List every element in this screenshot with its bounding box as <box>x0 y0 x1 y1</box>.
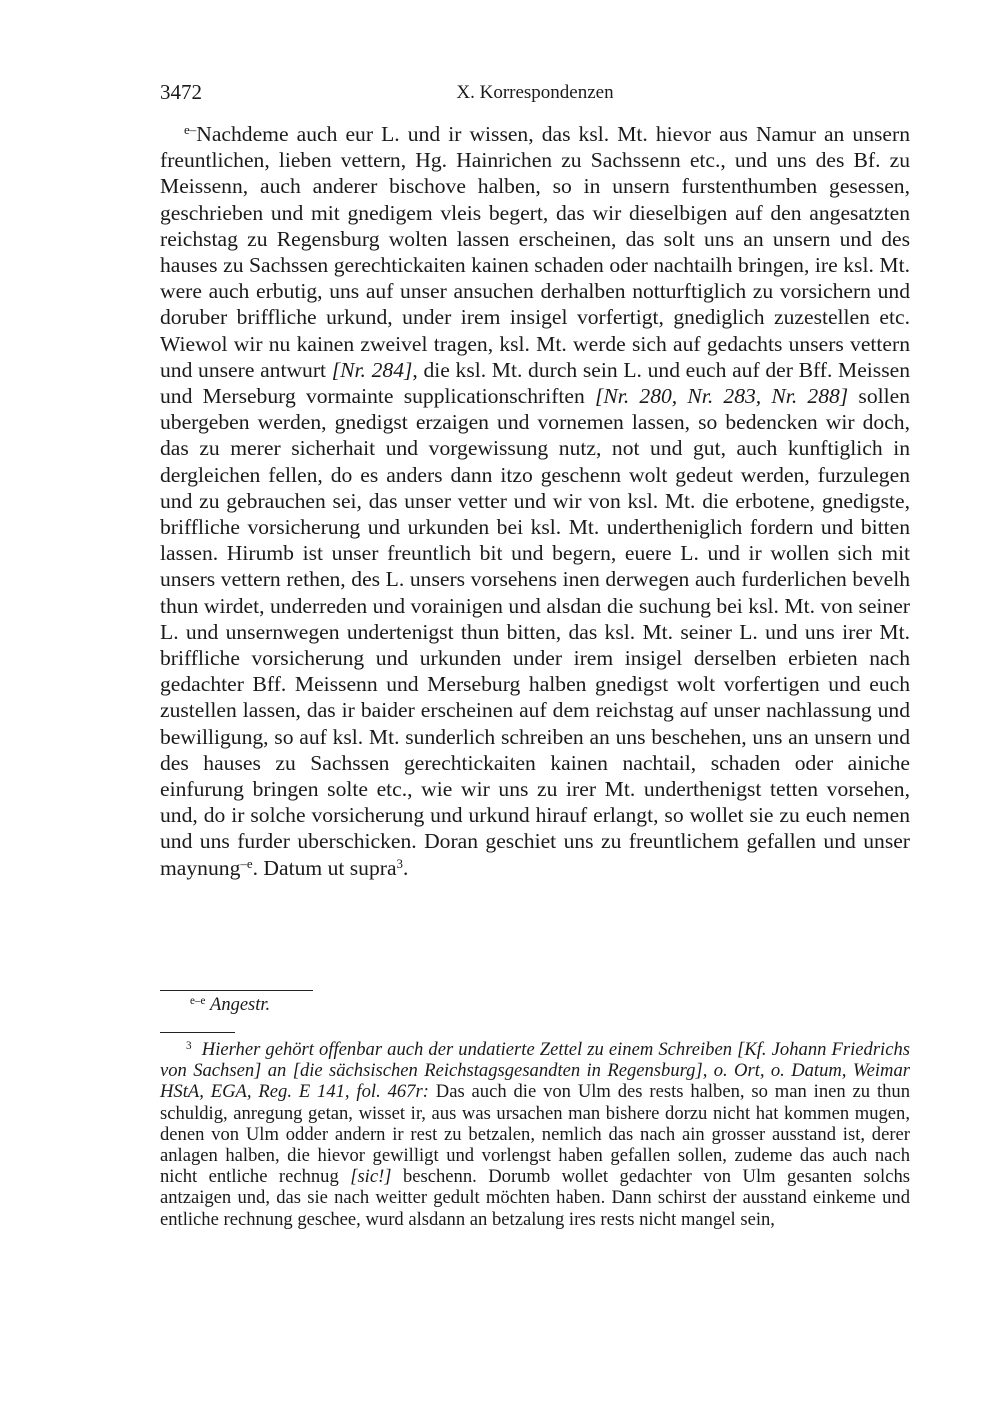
footnote-text: Das auch die von Ulm des rests halben, so man inen zu thun schuldig, anregung getan, wisset ir, aus was ursachen man bishere dorzu nicht hat kommen mugen, denen von Ulm odder andern ir rest zu betzalen, nemlich das nach ain grosser ausstand ist, derer anlagen halben, die hievor gewilligt und vorlengst haben gefallen sollen, zudeme das auch nach nicht entliche rechnug <box>160 1081 910 1188</box>
apparatus-note <box>160 994 910 1016</box>
running-title: X. Korrespondenzen <box>456 82 614 103</box>
apparatus-mark-close: –e <box>240 855 253 871</box>
page-number: 3472 <box>160 80 202 104</box>
letter-paragraph <box>160 121 910 881</box>
text-segment: sollen ubergeben werden, gnedigst erzaigen und vornemen lassen, so bedencken wir doch, das zu merer sicherhait und vorgewissung nutz, not und gut, auch kunftiglich in dergleichen fellen, do es anders dann itzo geschenn wolt gedeut werden, furzulegen und zu gebrauchen sei, das unser vetter und wir von ksl. Mt. die erbotene, gnedigste, briffliche vorsicherung und urkunden bei ksl. Mt. undertheniglich fordern und bitten lassen. Hirumb ist unser freuntlich bit und begern, euere L. und ir wollen sich mit unsers vettern rethen, des L. unsers vorsehens inen derwegen auch furderlichen bevelh thun wirdet, underreden und vorainigen und alsdan die suchung bei ksl. Mt. von seiner L. und unsernwegen undertenigst thun bitten, das ksl. Mt. seiner L. und uns irer Mt. briffliche vorsicherung und urkunden under irem insigel derselben erbieten nach gedachter Bff. Meissenn und Merseburg halben gnedigst wolt vorfertigen und euch zustellen lassen, das ir baider erscheinen auf dem reichstag auf unser nachlassung und bewilligung, so auf ksl. Mt. sunderlich schreiben an uns beschehen, uns an unsern und des hauses zu Sachssen gerechtickaiten kainen nachtail, schaden oder ainiche einfurung bringen solte etc., wie wir uns zu irer Mt. underthenigst tetten vorsehen, und, do ir solche vorsicherung und urkund hirauf erlangt, so wollet sie zu euch nemen und uns furder uberschicken. Doran geschiet uns zu freuntlichem gefallen und unser maynung <box>160 384 910 880</box>
text-segment: , die ksl. Mt. durch sein L. und euch auf der Bff. Meissen und Merseburg vormainte supplicationschriften <box>160 357 910 409</box>
apparatus-mark-open: e– <box>184 121 197 137</box>
running-header <box>160 80 910 106</box>
apparatus-divider <box>160 990 313 991</box>
text-segment: . Datum ut supra <box>252 855 397 880</box>
footnote-divider <box>160 1032 235 1033</box>
cross-reference: [Nr. 280, Nr. 283, Nr. 288] <box>595 384 849 409</box>
apparatus-note-mark: e–e <box>190 994 206 1007</box>
footnote-source-intro: Hierher gehört offenbar auch der undatierte Zettel zu einem Schreiben [Kf. Johann Friedrichs von Sachsen] an [die sächsischen Reichstagsgesandten in Regensburg], o. Ort, o. Datum, Weimar HStA, EGA, Reg. E 141, fol. 467r: <box>160 1039 911 1103</box>
text-segment: . <box>403 855 409 880</box>
main-text <box>160 121 910 881</box>
text-segment: Nachdeme auch eur L. und ir wissen, das ksl. Mt. hievor aus Namur an unsern freuntlichen, lieben vettern, Hg. Hainrichen zu Sachssenn etc., und uns des Bf. zu Meissenn, auch anderer bischove halben, so in unsern furstenthumben gesessen, geschrieben und mit gnedigem vleis begert, das wir dieselbigen auf den angesatzten reichstag zu Regensburg wolten lassen erscheinen, das solt uns an unsern und des hauses zu Sachssen gerechtickaiten kainen schaden oder nachtailh bringen, ire ksl. Mt. were auch erbutig, uns auf unser ansuchen derhalben notturftiglich zu vorsichern und doruber briffliche urkund, under irem insigel vorfertigt, gnediglich zuzestellen etc. Wiewol wir nu kainen zweivel tragen, ksl. Mt. werde sich auf gedachts unsers vettern und unsere antwurt <box>160 122 910 382</box>
footnote-reference: 3 <box>396 855 404 871</box>
sic-mark: [sic!] <box>350 1166 392 1188</box>
footnote-text: beschenn. Dorumb wollet gedachter von Ulm gesanten solchs antzaigen und, das sie nach weitter gedult möchten haben. Dann schirst der ausstand einkeme und entliche rechnung geschee, wurd alsdann an betzalung ires rests nicht mangel sein, <box>160 1166 910 1230</box>
footnote-3 <box>160 1039 910 1230</box>
apparatus-note-text: Angestr. <box>210 995 271 1015</box>
cross-reference: [Nr. 284] <box>331 357 413 382</box>
footnote-number: 3 <box>186 1039 192 1052</box>
